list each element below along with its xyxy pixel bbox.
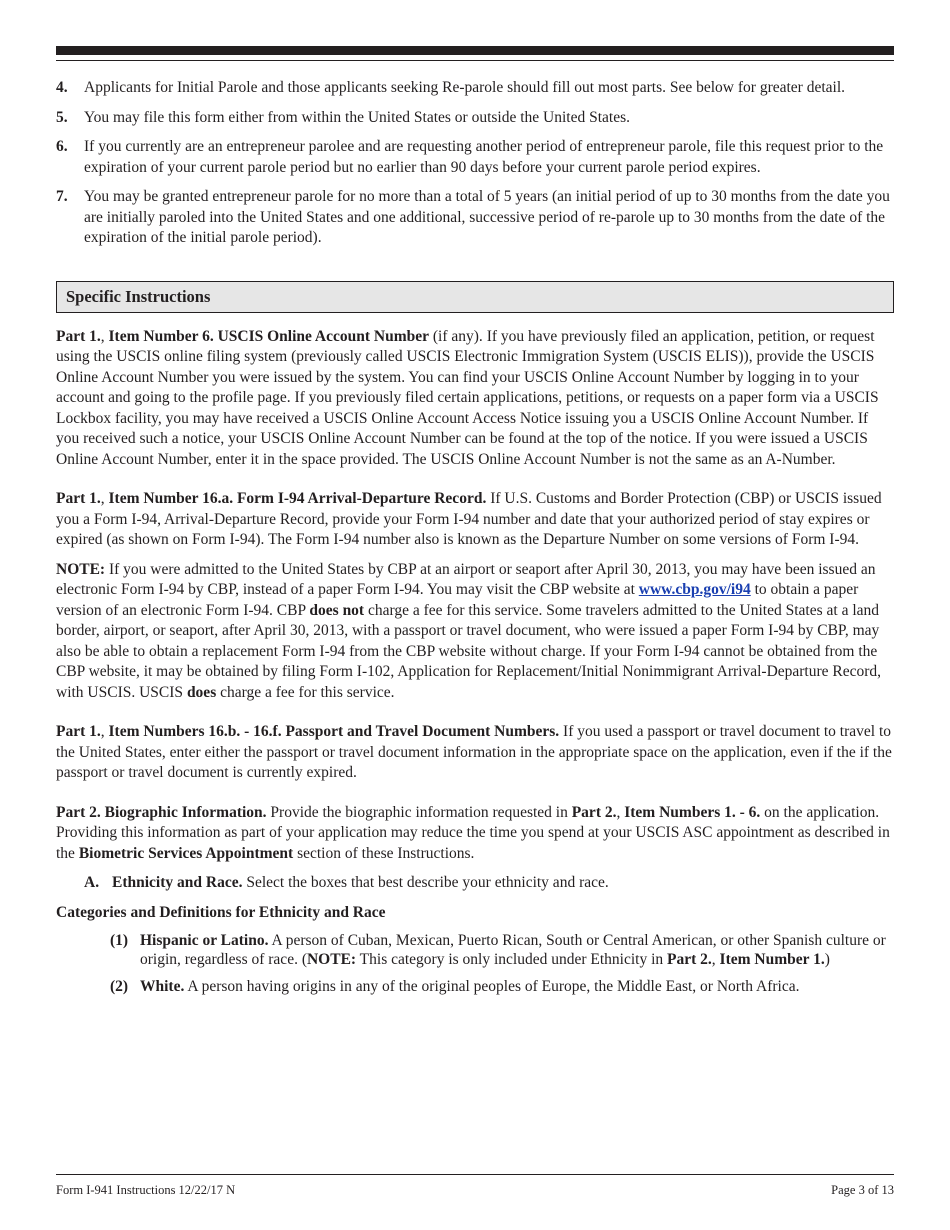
- paragraph-passport: Part 1., Item Numbers 16.b. - 16.f. Passport and Travel Document Numbers. If you used a passport or travel document to travel to the United States, enter either the passport or travel document information in the appropriate space on the application, even if the if the passport or travel document is currently expired.: [56, 723, 892, 781]
- list-item: 7. You may be granted entrepreneur parole for no more than a total of 5 years (an initial period of up to 30 months from the date you are initially paroled into the United States and one additional, successive period of re-parole up to 30 months from the date of the expiration of the initial parole period).: [56, 188, 890, 246]
- section-header-specific-instructions: Specific Instructions: [56, 281, 894, 313]
- paragraph-uscis-account: Part 1., Item Number 6. USCIS Online Account Number (if any). If you have previously filed an application, petition, or request using the USCIS online filing system (previously called USCIS Electronic Immigration System (USCIS ELIS)), provide the USCIS Online Account Number you were issued by the system. You can find your USCIS Online Account Number by logging in to your account and going to the profile page. If you previously filed certain applications, petitions, or requests on a paper form via a USCIS Lockbox facility, you may have received a USCIS Online Account Access Notice issuing you a USCIS Online Account Number. If you received such a notice, your USCIS Online Account Number can be found at the top of the notice. If you were issued a USCIS Online Account Number, enter it in the space provided. The USCIS Online Account Number is not the same as an A-Number.: [56, 327, 879, 468]
- general-instructions-list: [56, 78, 894, 249]
- footer-rule: [56, 1174, 894, 1175]
- footer-form-id: Form I-941 Instructions 12/22/17 N: [56, 1183, 236, 1197]
- category-hispanic-latino: (1) Hispanic or Latino. A person of Cuban, Mexican, Puerto Rican, South or Central American, or other Spanish culture or origin, regardless of race. (NOTE: This category is only included under Ethnicity in Part 2., Item Number 1.): [110, 932, 886, 968]
- page: [56, 0, 894, 1230]
- list-item: 5. You may file this form either from within the United States or outside the United States.: [56, 108, 631, 126]
- categories-heading: Categories and Definitions for Ethnicity and Race: [56, 903, 386, 921]
- content: [56, 78, 894, 996]
- header-rule: [56, 60, 894, 61]
- subsection-ethnicity-race: A. Ethnicity and Race. Select the boxes that best describe your ethnicity and race.: [84, 874, 609, 891]
- paragraph-biographic: Part 2. Biographic Information. Provide the biographic information requested in Part 2., Item Numbers 1. - 6. on the application. Providing this information as part of your application may reduce the time you spend at your USCIS ASC appointment as described in the Biometric Services Appointment section of these Instructions.: [56, 803, 890, 862]
- cbp-i94-link[interactable]: www.cbp.gov/i94: [638, 581, 751, 598]
- footer-page-number: Page 3 of 13: [831, 1183, 894, 1197]
- paragraph-form-i94: Part 1., Item Number 16.a. Form I-94 Arrival-Departure Record. If U.S. Customs and Border Protection (CBP) or USCIS issued you a Form I-94, Arrival-Departure Record, provide your Form I-94 number and date that your authorized period of stay expires or expired (as shown on Form I-94). The Form I-94 number also is known as the Departure Number on some versions of Form I-94.: [56, 490, 882, 548]
- category-white: (2) White. A person having origins in any of the original peoples of Europe, the Middle East, or North Africa.: [110, 978, 800, 995]
- list-item: 6. If you currently are an entrepreneur parolee and are requesting another period of entrepreneur parole, file this request prior to the expiration of your current parole period but no earlier than 90 days before your current parole period expires.: [56, 138, 884, 176]
- paragraph-note: NOTE: If you were admitted to the United States by CBP at an airport or seaport after April 30, 2013, you may have been issued an electronic Form I-94 by CBP, instead of a paper Form I-94. You may visit the CBP website at www.cbp.gov/i94 to obtain a paper version of an electronic Form I-94. CBP does not charge a fee for this service. Some travelers admitted to the United States at a land border, airport, or seaport, after April 30, 2013, with a passport or travel document, who were issued a paper Form I-94 by CBP, may also be able to obtain a replacement Form I-94 from the CBP website without charge. If your Form I-94 cannot be obtained from the CBP website, it may be obtained by filing Form I-102, Application for Replacement/Initial Nonimmigrant Arrival-Departure Record, with USCIS. USCIS does charge a fee for this service.: [56, 560, 882, 701]
- header-bar: [56, 46, 894, 55]
- list-item: 4. Applicants for Initial Parole and those applicants seeking Re-parole should fill out most parts. See below for greater detail.: [56, 79, 846, 96]
